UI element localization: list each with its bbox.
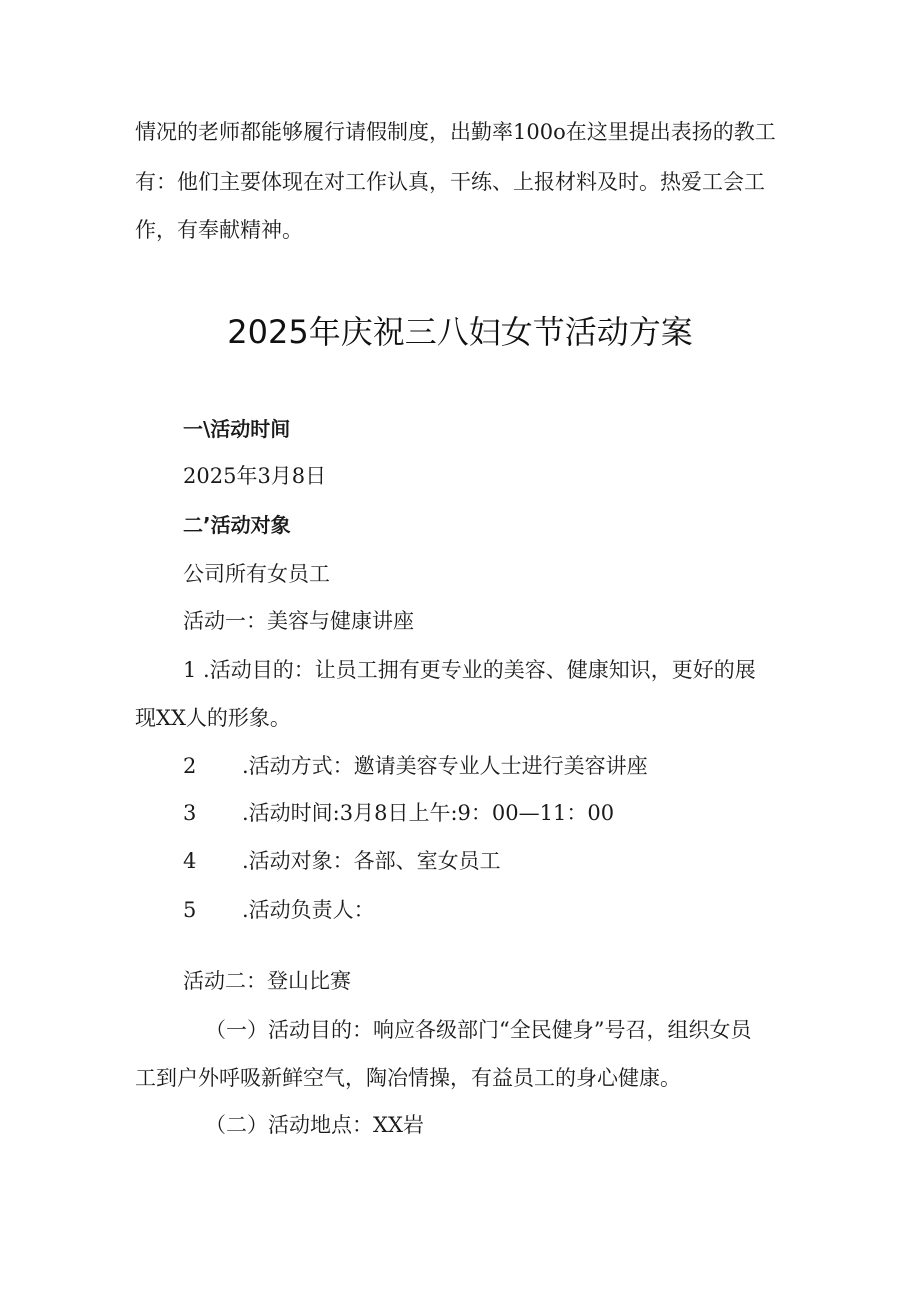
section-content-time: 2025年3月8日 [183,464,327,488]
intro-line-3: 作，有奉献精神。 [135,218,303,242]
activity-two-item-1-line-1: （一）活动目的：响应各级部门“全民健身”号召，组织女员 [205,1018,752,1042]
intro-line-1: 情况的老师都能够履行请假制度，出勤率100o在这里提出表扬的教工 [135,120,776,144]
section-heading-time: 一\活动时间 [183,417,291,441]
item-number: 4 [183,849,197,873]
item-text: .活动方式：邀请美容专业人士进行美容讲座 [242,754,648,778]
item-number: 2 [183,754,197,778]
item-number: 5 [183,898,197,922]
item-text: .活动负责人： [242,898,375,922]
item-number: 3 [183,801,197,825]
intro-line-2: 有：他们主要体现在对工作认真，干练、上报材料及时。热爱工会工 [135,170,765,194]
activity-two-title: 活动二：登山比赛 [183,969,351,993]
activity-two-item-2: （二）活动地点：XX岩 [205,1113,424,1137]
section-heading-target: 二’活动对象 [183,513,291,537]
item-text: .活动对象：各部、室女员工 [242,849,501,873]
activity-one-item-1-line-2: 现XX人的形象。 [135,706,291,730]
activity-two-item-1-line-2: 工到户外呼吸新鲜空气，陶冶情操，有益员工的身心健康。 [135,1066,681,1090]
document-title: 2025年庆祝三八妇女节活动方案 [227,313,693,351]
activity-one-title: 活动一：美容与健康讲座 [183,609,414,633]
activity-one-item-1-line-1: 1 .活动目的：让员工拥有更专业的美容、健康知识，更好的展 [183,658,756,682]
section-content-target: 公司所有女员工 [183,562,330,586]
item-text: .活动时间:3月8日上午:9：00—11：00 [242,801,615,825]
